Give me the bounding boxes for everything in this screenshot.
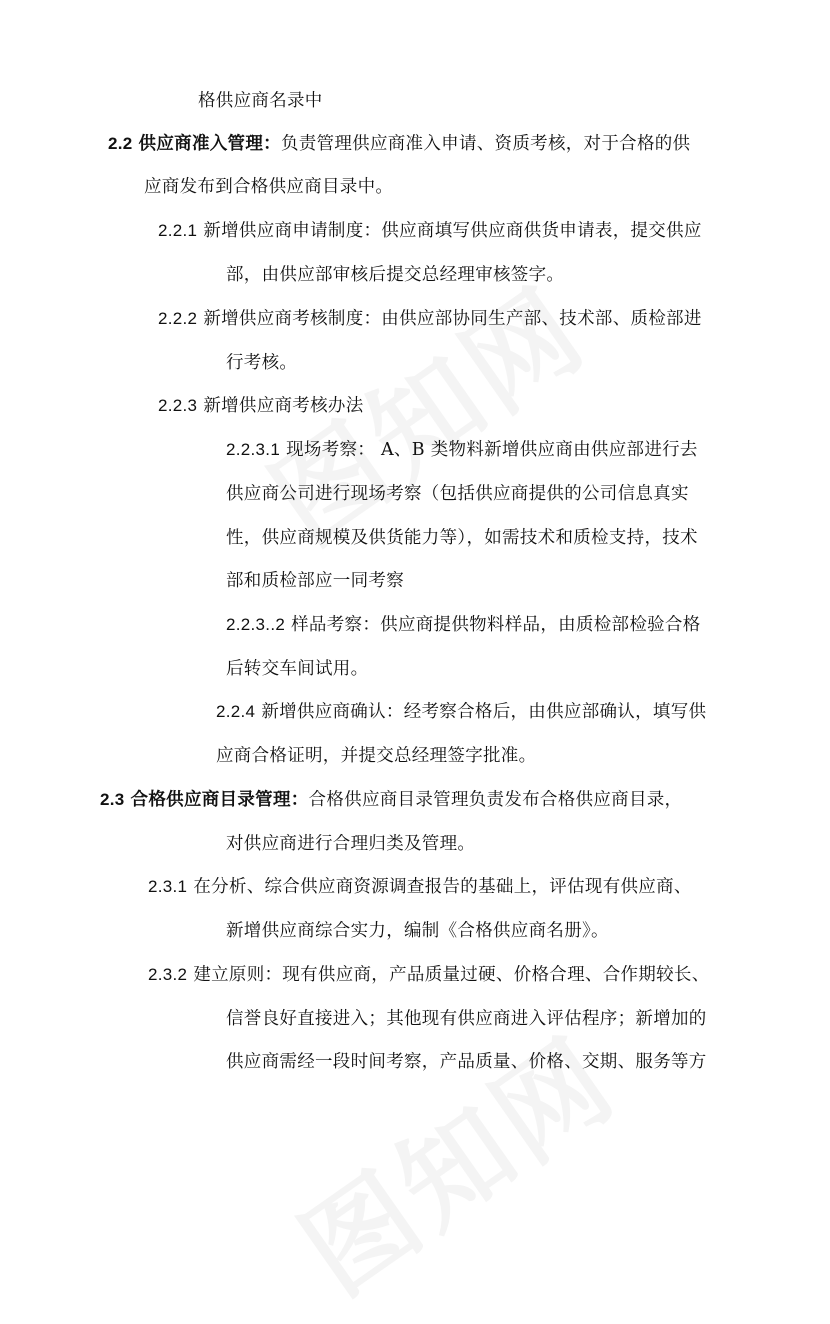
section-number: 2.2 bbox=[108, 134, 133, 153]
paragraph-line bbox=[226, 1006, 707, 1032]
line-text: 样品考察：供应商提供物料样品，由质检部检验合格 bbox=[291, 615, 701, 635]
line-text: 行考核。 bbox=[226, 353, 298, 373]
paragraph-line bbox=[226, 481, 689, 507]
paragraph-line bbox=[226, 918, 609, 944]
section-number: 2.3 bbox=[100, 790, 125, 809]
line-text: 负责管理供应商准入申请、资质考核，对于合格的供 bbox=[280, 134, 691, 154]
line-text: 建立原则：现有供应商，产品质量过硬、价格合理、合作期较长、 bbox=[193, 965, 710, 985]
line-text: 对供应商进行合理归类及管理。 bbox=[226, 834, 476, 854]
line-text: 部和质检部应一同考察 bbox=[226, 571, 404, 591]
line-text: 供应商需经一段时间考察，产品质量、价格、交期、服务等方 bbox=[226, 1052, 707, 1072]
line-text: 新增供应商申请制度：供应商填写供应商供货申请表，提交供应 bbox=[203, 221, 702, 241]
section-title: 合格供应商目录管理： bbox=[130, 790, 309, 810]
section-number: 2.2.3..2 bbox=[226, 615, 286, 634]
subsection-2-2-3-2 bbox=[226, 612, 701, 638]
subsection-2-3-2 bbox=[148, 962, 710, 988]
subsection-2-2-3 bbox=[158, 393, 364, 419]
subsection-2-2-1 bbox=[158, 218, 702, 244]
line-text: 信誉良好直接进入；其他现有供应商进入评估程序；新增加的 bbox=[226, 1009, 707, 1029]
paragraph-line bbox=[226, 525, 698, 551]
paragraph-line bbox=[226, 656, 368, 682]
section-2-2-heading bbox=[108, 131, 690, 157]
line-text: 应商合格证明，并提交总经理签字批准。 bbox=[216, 746, 537, 766]
paragraph-line bbox=[198, 88, 323, 114]
line-text: 后转交车间试用。 bbox=[226, 659, 369, 679]
line-text: 格供应商名录中 bbox=[198, 91, 323, 111]
section-number: 2.2.4 bbox=[216, 702, 256, 721]
watermark bbox=[266, 994, 642, 1323]
line-text: 在分析、综合供应商资源调查报告的基础上，评估现有供应商、 bbox=[193, 877, 692, 897]
line-text: 供应商公司进行现场考察（包括供应商提供的公司信息真实 bbox=[226, 484, 689, 504]
paragraph-line bbox=[226, 568, 404, 594]
line-text: 新增供应商考核制度：由供应部协同生产部、技术部、质检部进 bbox=[203, 309, 702, 329]
line-text: 合格供应商目录管理负责发布合格供应商目录， bbox=[308, 790, 683, 810]
paragraph-line bbox=[226, 350, 297, 376]
section-number: 2.3.2 bbox=[148, 965, 188, 984]
line-text: 新增供应商综合实力，编制《合格供应商名册》。 bbox=[226, 921, 609, 941]
subsection-2-2-4 bbox=[216, 699, 706, 725]
line-text: 新增供应商考核办法 bbox=[203, 396, 364, 416]
line-text: 新增供应商确认：经考察合格后，由供应部确认，填写供 bbox=[261, 702, 707, 722]
section-2-3-heading bbox=[100, 787, 682, 813]
paragraph-line bbox=[144, 174, 393, 200]
paragraph-line bbox=[226, 831, 475, 857]
line-text: 现场考察： A、B 类物料新增供应商由供应部进行去 bbox=[286, 440, 698, 460]
section-number: 2.3.1 bbox=[148, 877, 188, 896]
section-number: 2.2.2 bbox=[158, 309, 198, 328]
paragraph-line bbox=[226, 262, 564, 288]
section-title: 供应商准入管理： bbox=[138, 134, 281, 154]
subsection-2-2-3-1 bbox=[226, 437, 698, 463]
subsection-2-2-2 bbox=[158, 306, 702, 332]
line-text: 应商发布到合格供应商目录中。 bbox=[144, 177, 394, 197]
subsection-2-3-1 bbox=[148, 874, 692, 900]
section-number: 2.2.1 bbox=[158, 221, 198, 240]
paragraph-line bbox=[216, 743, 536, 769]
line-text: 部，由供应部审核后提交总经理审核签字。 bbox=[226, 265, 565, 285]
section-number: 2.2.3.1 bbox=[226, 440, 281, 459]
section-number: 2.2.3 bbox=[158, 396, 198, 415]
line-text: 性，供应商规模及供货能力等），如需技术和质检支持，技术 bbox=[226, 528, 698, 548]
paragraph-line bbox=[226, 1049, 707, 1075]
